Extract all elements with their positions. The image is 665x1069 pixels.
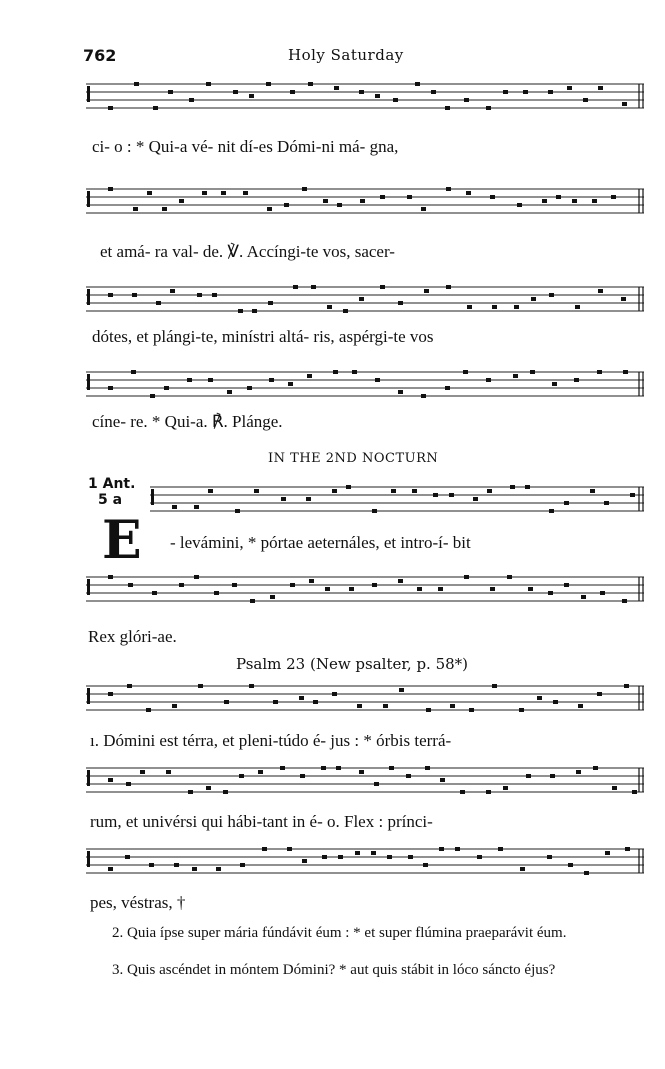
neume — [486, 790, 491, 794]
neume — [192, 867, 197, 871]
neume — [446, 285, 451, 289]
neume — [172, 505, 177, 509]
neume — [421, 394, 426, 398]
neume — [426, 708, 431, 712]
neume — [243, 191, 248, 195]
lyric-line-5: - levámini, * pórtae aeternáles, et intro-í- bit — [170, 533, 471, 552]
page-title: Holy Saturday — [288, 46, 404, 64]
neume — [572, 199, 577, 203]
neume — [147, 191, 152, 195]
neume — [611, 195, 616, 199]
neume — [598, 289, 603, 293]
neume — [592, 199, 597, 203]
neume — [288, 382, 293, 386]
neume — [179, 583, 184, 587]
neume — [254, 489, 259, 493]
neume — [564, 583, 569, 587]
neume — [214, 591, 219, 595]
neume — [206, 82, 211, 86]
neume — [487, 489, 492, 493]
neume — [549, 509, 554, 513]
neume — [194, 575, 199, 579]
neume — [233, 90, 238, 94]
neume — [387, 855, 392, 859]
neume — [393, 98, 398, 102]
neume — [216, 867, 221, 871]
verse-3: 3. Quis ascéndet in móntem Dómini? * aut quis stábit in lóco sáncto éjus? — [112, 962, 556, 978]
chant-staff-9 — [86, 845, 644, 879]
neume — [460, 790, 465, 794]
neume — [374, 782, 379, 786]
neume — [166, 770, 171, 774]
neume — [469, 708, 474, 712]
neume — [383, 704, 388, 708]
neume — [258, 770, 263, 774]
neume — [108, 867, 113, 871]
neume — [503, 786, 508, 790]
neume — [150, 394, 155, 398]
neume — [464, 575, 469, 579]
chant-staff-8 — [86, 764, 644, 798]
neume — [359, 297, 364, 301]
neume — [537, 696, 542, 700]
neume — [198, 684, 203, 688]
neume — [423, 863, 428, 867]
neume — [224, 700, 229, 704]
neume — [146, 708, 151, 712]
lyric-line-3: dótes, et plángi-te, minístri altá- ris, aspérgi-te vos — [92, 327, 434, 346]
neume — [170, 289, 175, 293]
neume — [338, 855, 343, 859]
neume — [149, 863, 154, 867]
neume — [450, 704, 455, 708]
neume — [464, 98, 469, 102]
neume — [108, 293, 113, 297]
neume — [164, 386, 169, 390]
neume — [466, 191, 471, 195]
neume — [398, 390, 403, 394]
neume — [250, 599, 255, 603]
neume — [262, 847, 267, 851]
neume — [221, 191, 226, 195]
neume — [564, 501, 569, 505]
neume — [307, 374, 312, 378]
neume — [332, 489, 337, 493]
neume — [574, 378, 579, 382]
neume — [240, 863, 245, 867]
neume — [593, 766, 598, 770]
neume — [156, 301, 161, 305]
antiphon-initial: E — [102, 510, 142, 571]
lyric-line-4: cíne- re. * Qui-a. ℟. Plánge. — [92, 412, 283, 431]
neume — [398, 301, 403, 305]
neume — [455, 847, 460, 851]
neume — [232, 583, 237, 587]
neume — [223, 790, 228, 794]
neume — [346, 485, 351, 489]
neume — [531, 297, 536, 301]
neume — [425, 766, 430, 770]
neume — [239, 774, 244, 778]
lyric-line-8: rum, et univérsi qui hábi-tant in é- o. Flex : prínci- — [90, 812, 433, 831]
neume — [621, 297, 626, 301]
lyric-line-9: pes, véstras, † — [90, 893, 186, 912]
neume — [514, 305, 519, 309]
neume — [375, 378, 380, 382]
neume — [311, 285, 316, 289]
neume — [270, 595, 275, 599]
nocturn-heading: IN THE 2ND NOCTURN — [268, 451, 439, 466]
neume — [622, 599, 627, 603]
neume — [128, 583, 133, 587]
neume — [549, 293, 554, 297]
neume — [446, 187, 451, 191]
neume — [302, 859, 307, 863]
neume — [498, 847, 503, 851]
neume — [517, 203, 522, 207]
neume — [503, 90, 508, 94]
neume — [252, 309, 257, 313]
neume — [463, 370, 468, 374]
neume — [408, 855, 413, 859]
neume — [188, 790, 193, 794]
antiphon-label: 1 Ant. — [88, 476, 136, 492]
lyric-line-6: Rex glóri-ae. — [88, 627, 177, 646]
neume — [127, 684, 132, 688]
clef-mark — [87, 86, 90, 102]
neume — [597, 370, 602, 374]
neume — [380, 285, 385, 289]
neume — [584, 871, 589, 875]
neume — [108, 386, 113, 390]
neume — [600, 591, 605, 595]
neume — [308, 82, 313, 86]
neume — [280, 766, 285, 770]
neume — [357, 704, 362, 708]
neume — [299, 696, 304, 700]
neume — [389, 766, 394, 770]
neume — [273, 700, 278, 704]
neume — [473, 497, 478, 501]
neume — [612, 786, 617, 790]
clef-mark — [87, 579, 90, 595]
neume — [624, 684, 629, 688]
neume — [548, 591, 553, 595]
neume — [212, 293, 217, 297]
neume — [576, 770, 581, 774]
neume — [583, 98, 588, 102]
neume — [525, 485, 530, 489]
lyric-line-2: et amá- ra val- de. ℣. Accíngi-te vos, sacer- — [100, 242, 395, 261]
chant-staff-2 — [86, 185, 644, 219]
neume — [467, 305, 472, 309]
neume — [333, 370, 338, 374]
neume — [194, 505, 199, 509]
neume — [605, 851, 610, 855]
neume — [421, 207, 426, 211]
neume — [359, 90, 364, 94]
neume — [197, 293, 202, 297]
neume — [133, 207, 138, 211]
neume — [313, 700, 318, 704]
clef-mark — [87, 191, 90, 207]
neume — [108, 187, 113, 191]
neume — [575, 305, 580, 309]
neume — [375, 94, 380, 98]
neume — [547, 855, 552, 859]
neume — [108, 778, 113, 782]
neume — [399, 688, 404, 692]
lyric-line-1: ci- o : * Qui-a vé- nit dí-es Dómi-ni má- gna, — [92, 137, 399, 156]
neume — [438, 587, 443, 591]
neume — [300, 774, 305, 778]
neume — [445, 106, 450, 110]
neume — [486, 106, 491, 110]
neume — [153, 106, 158, 110]
neume — [284, 203, 289, 207]
neume — [439, 847, 444, 851]
neume — [622, 102, 627, 106]
neume — [309, 579, 314, 583]
neume — [349, 587, 354, 591]
neume — [132, 293, 137, 297]
neume — [449, 493, 454, 497]
neume — [325, 587, 330, 591]
neume — [372, 509, 377, 513]
neume — [290, 90, 295, 94]
neume — [174, 863, 179, 867]
neume — [604, 501, 609, 505]
neume — [337, 203, 342, 207]
neume — [520, 867, 525, 871]
neume — [490, 587, 495, 591]
neume — [519, 708, 524, 712]
neume — [507, 575, 512, 579]
psalm-heading: Psalm 23 (New psalter, p. 58*) — [236, 655, 469, 673]
neume — [134, 82, 139, 86]
neume — [249, 94, 254, 98]
clef-mark — [151, 489, 154, 505]
neume — [266, 82, 271, 86]
clef-mark — [87, 289, 90, 305]
neume — [630, 493, 635, 497]
chant-staff-6 — [86, 573, 644, 607]
clef-mark — [87, 851, 90, 867]
neume — [597, 692, 602, 696]
neume — [336, 766, 341, 770]
neume — [125, 855, 130, 859]
neume — [269, 378, 274, 382]
neume — [552, 382, 557, 386]
neume — [126, 782, 131, 786]
chant-staff-3 — [86, 283, 644, 317]
neume — [412, 489, 417, 493]
neume — [140, 770, 145, 774]
neume — [321, 766, 326, 770]
neume — [415, 82, 420, 86]
neume — [513, 374, 518, 378]
neume — [235, 509, 240, 513]
neume — [332, 692, 337, 696]
neume — [290, 583, 295, 587]
neume — [398, 579, 403, 583]
neume — [548, 90, 553, 94]
neume — [417, 587, 422, 591]
neume — [523, 90, 528, 94]
neume — [598, 86, 603, 90]
neume — [492, 684, 497, 688]
neume — [343, 309, 348, 313]
neume — [206, 786, 211, 790]
neume — [306, 497, 311, 501]
antiphon-mode: 5 a — [98, 492, 123, 508]
neume — [477, 855, 482, 859]
neume — [371, 851, 376, 855]
neume — [359, 770, 364, 774]
neume — [542, 199, 547, 203]
clef-mark — [87, 688, 90, 704]
neume — [267, 207, 272, 211]
verse-2: 2. Quia ípse super mária fúndávit éum : * et super flúmina praeparávit éum. — [112, 925, 567, 941]
chant-staff-4 — [86, 368, 644, 402]
neume — [238, 309, 243, 313]
neume — [189, 98, 194, 102]
neume — [625, 847, 630, 851]
neume — [187, 378, 192, 382]
neume — [486, 378, 491, 382]
neume — [152, 591, 157, 595]
neume — [445, 386, 450, 390]
neume — [492, 305, 497, 309]
neume — [550, 774, 555, 778]
neume — [490, 195, 495, 199]
neume — [202, 191, 207, 195]
neume — [108, 106, 113, 110]
neume — [172, 704, 177, 708]
neume — [623, 370, 628, 374]
chant-staff-7 — [86, 682, 644, 716]
page-number: 762 — [83, 46, 117, 65]
neume — [334, 86, 339, 90]
chant-staff-5 — [150, 483, 644, 517]
neume — [131, 370, 136, 374]
neume — [352, 370, 357, 374]
neume — [247, 386, 252, 390]
lyric-line-7: ı. Dómini est térra, et pleni-túdo é- jus : * órbis terrá- — [90, 731, 452, 750]
neume — [526, 774, 531, 778]
neume — [322, 855, 327, 859]
neume — [268, 301, 273, 305]
neume — [530, 370, 535, 374]
neume — [293, 285, 298, 289]
neume — [281, 497, 286, 501]
neume — [179, 199, 184, 203]
neume — [323, 199, 328, 203]
neume — [380, 195, 385, 199]
neume — [208, 489, 213, 493]
neume — [327, 305, 332, 309]
neume — [568, 863, 573, 867]
clef-mark — [87, 374, 90, 390]
neume — [406, 774, 411, 778]
neume — [108, 692, 113, 696]
neume — [510, 485, 515, 489]
neume — [528, 587, 533, 591]
neume — [567, 86, 572, 90]
clef-mark — [87, 770, 90, 786]
neume — [360, 199, 365, 203]
neume — [168, 90, 173, 94]
neume — [431, 90, 436, 94]
neume — [556, 195, 561, 199]
neume — [578, 704, 583, 708]
neume — [227, 390, 232, 394]
neume — [407, 195, 412, 199]
neume — [391, 489, 396, 493]
neume — [433, 493, 438, 497]
neume — [632, 790, 637, 794]
neume — [372, 583, 377, 587]
neume — [581, 595, 586, 599]
neume — [424, 289, 429, 293]
neume — [302, 187, 307, 191]
neume — [590, 489, 595, 493]
neume — [440, 778, 445, 782]
neume — [162, 207, 167, 211]
neume — [355, 851, 360, 855]
neume — [108, 575, 113, 579]
neume — [287, 847, 292, 851]
neume — [249, 684, 254, 688]
chant-staff-1 — [86, 80, 644, 114]
neume — [208, 378, 213, 382]
neume — [553, 700, 558, 704]
